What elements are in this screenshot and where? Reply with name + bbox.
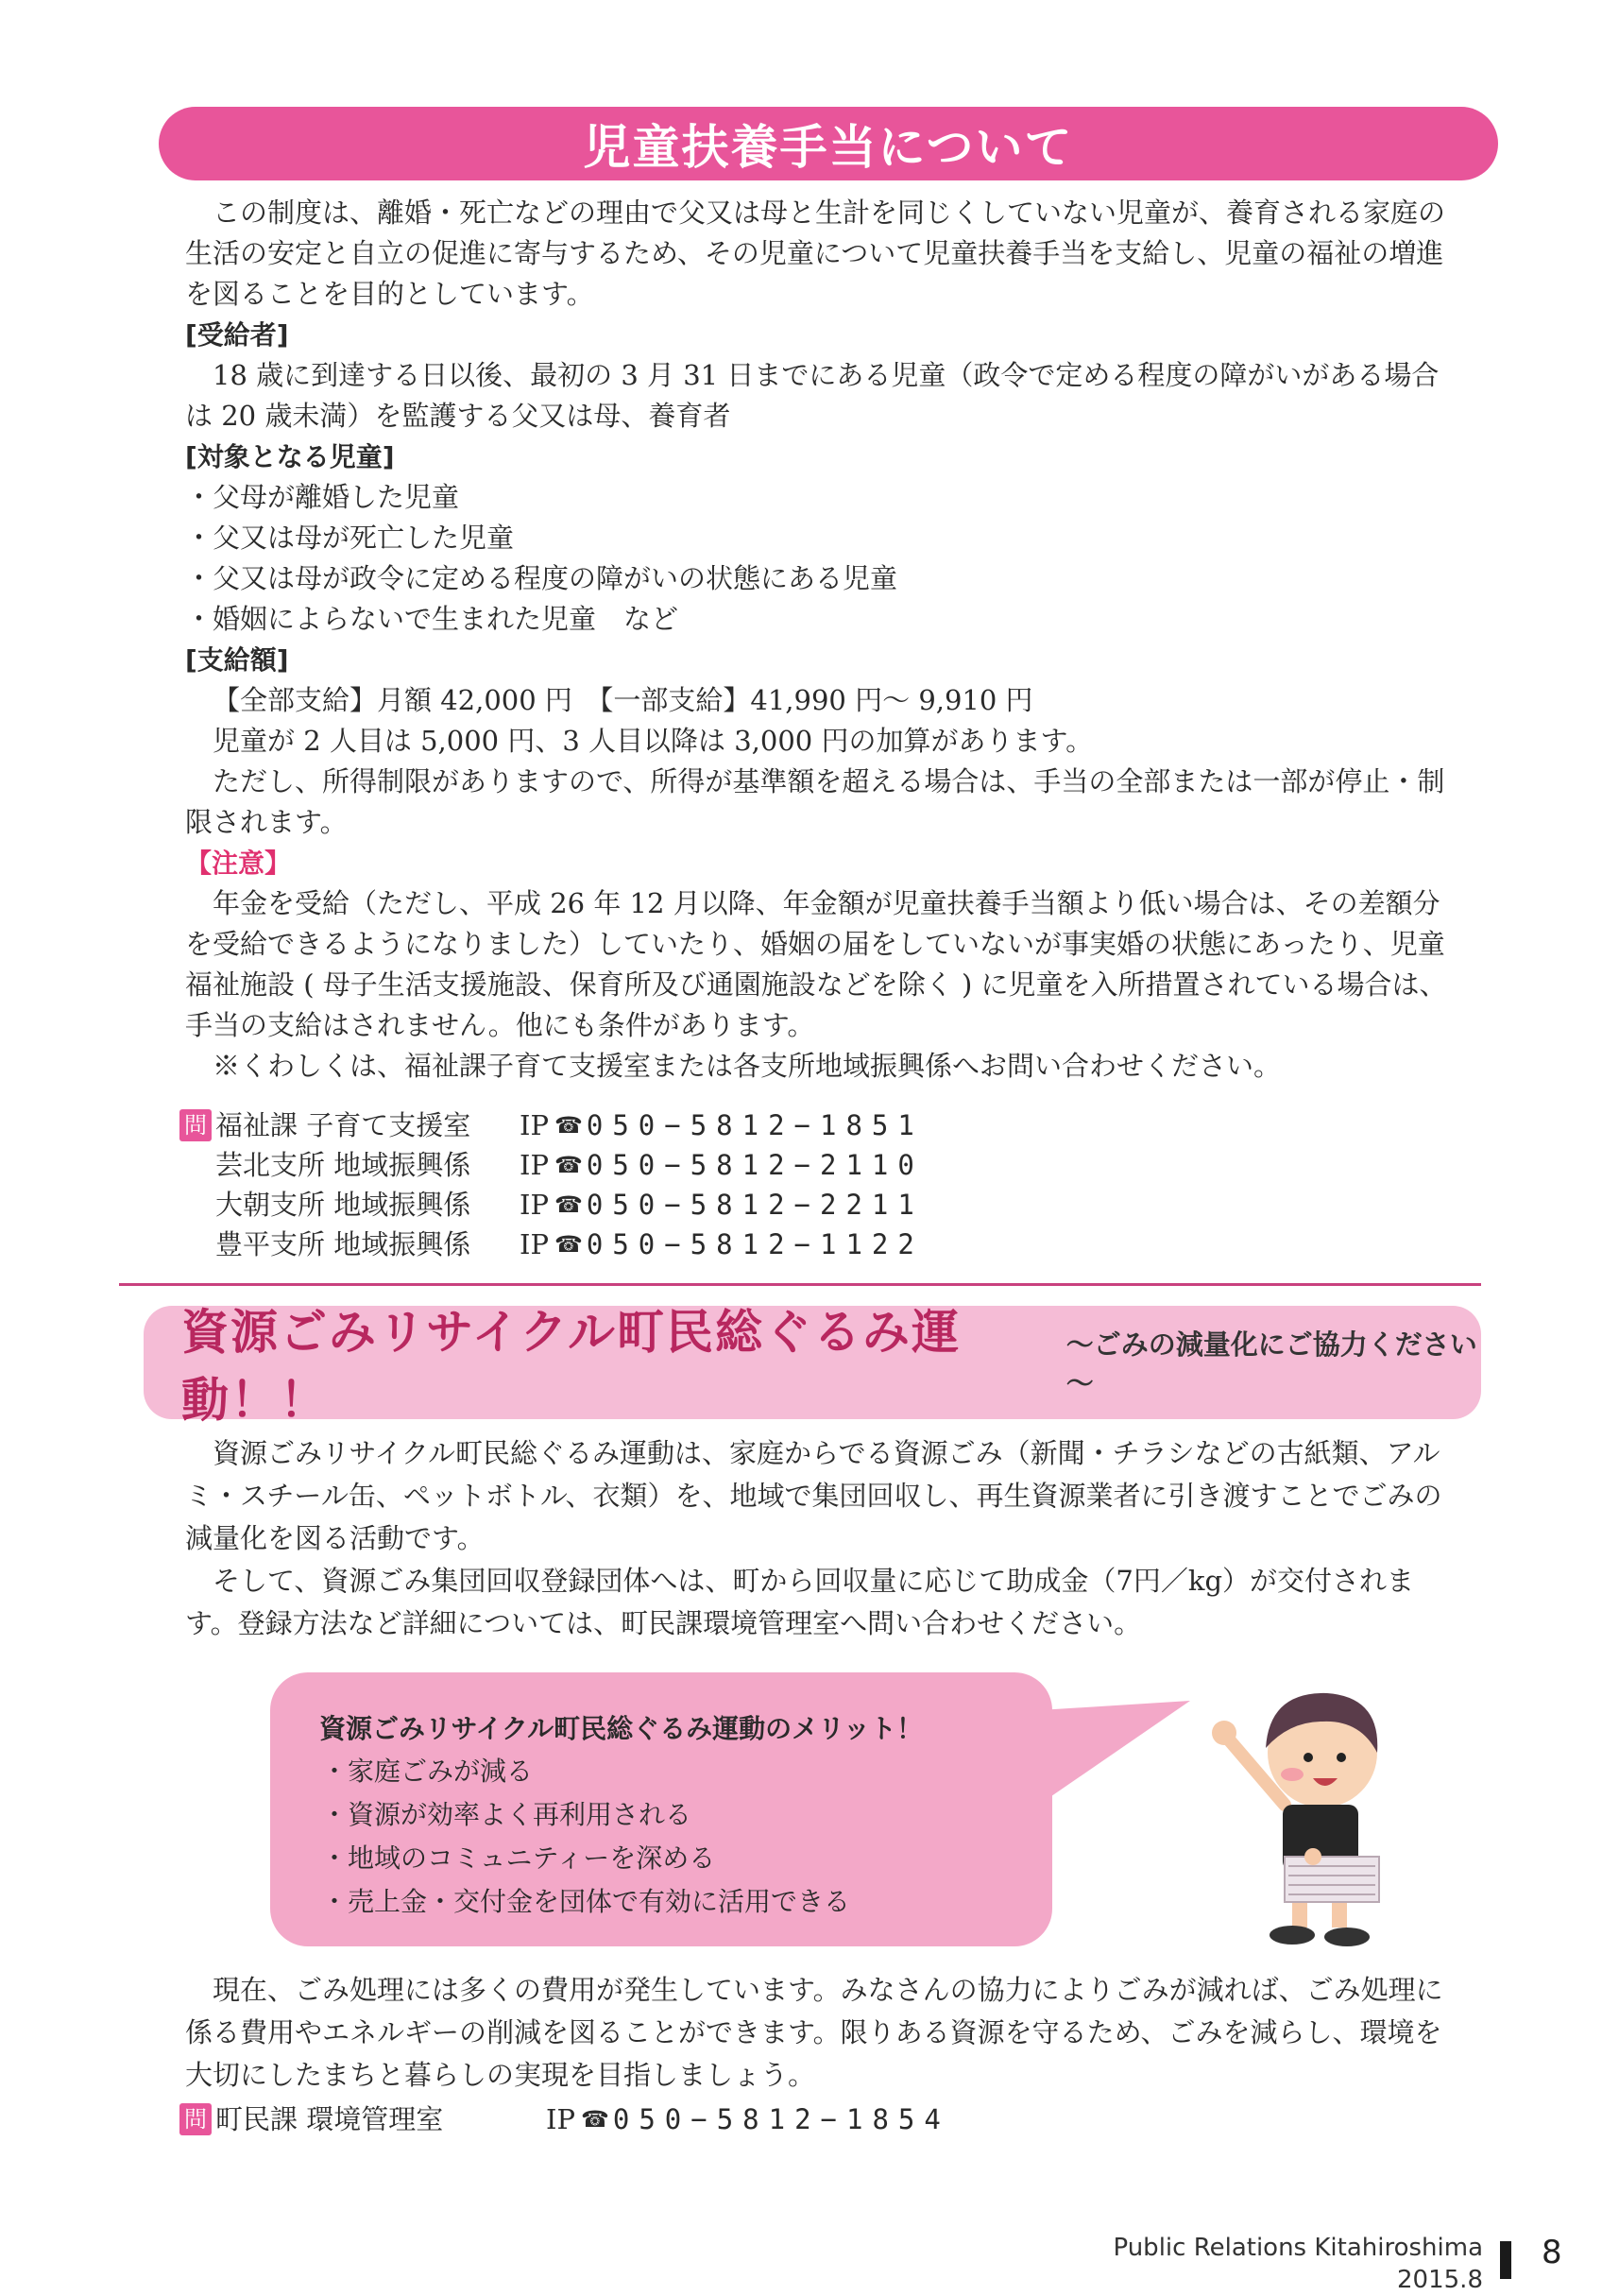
contact-dept: 大朝支所 地域振興係 bbox=[215, 1189, 471, 1221]
inquiry-mark-icon: 問 bbox=[179, 1109, 212, 1141]
target-item: ・父又は母が政令に定める程度の障がいの状態にある児童 bbox=[185, 562, 898, 594]
merit-title: 資源ごみリサイクル町民総ぐるみ運動のメリット！ bbox=[319, 1713, 923, 1744]
ip-label: IP bbox=[520, 1189, 549, 1221]
target-item: ・父又は母が死亡した児童 bbox=[185, 522, 515, 554]
phone-icon: ☎ bbox=[554, 1112, 583, 1139]
contact-row bbox=[179, 1105, 924, 1145]
section2-para3: 現在、ごみ処理には多くの費用が発生しています。みなさんの協力によりごみが減れば、ごみ処理に係る費用やエネルギーの削減を図ることができます。限りある資源を守るため、ごみを減らし、環境を大切にしたまちと暮らしの実現を目指しましょう。 bbox=[185, 1974, 1443, 2091]
section2-closing bbox=[185, 1969, 1458, 2097]
section1-title: 児童扶養手当について bbox=[583, 120, 1074, 175]
contact-row bbox=[179, 1225, 924, 1264]
contact-dept: 芸北支所 地域振興係 bbox=[215, 1149, 471, 1181]
ip-label: IP bbox=[520, 1228, 549, 1260]
ip-label: IP bbox=[520, 1149, 549, 1181]
phone-icon: ☎ bbox=[554, 1152, 583, 1178]
note-text: 年金を受給（ただし、平成 26 年 12 月以降、年金額が児童扶養手当額より低い場合は、その差額分を受給できるようになりました）していたり、婚姻の届をしていないが事実婚の状態にあったり、児童福祉施設 ( 母子生活支援施設、保育所及び通園施設などを除く ) に児童を入所措置されている場合は、手当の支給はされません。他にも条件があります。 bbox=[185, 887, 1447, 1041]
section2-body bbox=[185, 1432, 1458, 1645]
section2-para1: 資源ごみリサイクル町民総ぐるみ運動は、家庭からでる資源ごみ（新聞・チラシなどの古紙類、アルミ・スチール缶、ペットボトル、衣類）を、地域で集団回収し、再生資源業者に引き渡すことでごみの減量化を図る活動です。 bbox=[185, 1437, 1442, 1554]
contact-row bbox=[179, 1145, 924, 1185]
child-carrying-newspapers-illustration bbox=[1171, 1663, 1398, 1956]
publication-name: Public Relations Kitahiroshima bbox=[1113, 2234, 1483, 2262]
merit-item: ・売上金・交付金を団体で有効に活用できる bbox=[321, 1886, 851, 1917]
contact-dept: 福祉課 子育て支援室 bbox=[215, 1109, 471, 1141]
recipient-heading: [受給者] bbox=[185, 319, 289, 351]
amount-heading: [支給額] bbox=[185, 644, 289, 676]
section1-header bbox=[159, 107, 1498, 180]
section2-subtitle: ～ごみの減量化にご協力ください～ bbox=[1065, 1328, 1477, 1399]
contact-number: 050−5812−1122 bbox=[586, 1228, 924, 1260]
section1-intro: この制度は、離婚・死亡などの理由で父又は母と生計を同じくしていない児童が、養育される家庭の生活の安定と自立の促進に寄与するため、その児童について児童扶養手当を支給し、児童の福祉の増進を図ることを目的としています。 bbox=[185, 197, 1446, 310]
inquiry-text: ※くわしくは、福祉課子育て支援室または各支所地域振興係へお問い合わせください。 bbox=[213, 1050, 1282, 1082]
phone-icon: ☎ bbox=[554, 1231, 583, 1258]
merit-item: ・地域のコミュニティーを深める bbox=[321, 1842, 716, 1874]
section2-contact bbox=[179, 2099, 950, 2139]
contact-list bbox=[179, 1105, 924, 1264]
contact-row bbox=[179, 2099, 950, 2139]
ip-label: IP bbox=[546, 2103, 575, 2135]
amount-line: 【全部支給】月額 42,000 円 【一部支給】41,990 円～ 9,910 円 bbox=[213, 684, 1033, 716]
contact-number: 050−5812−1851 bbox=[586, 1109, 924, 1141]
ip-label: IP bbox=[520, 1109, 549, 1141]
contact-dept: 町民課 環境管理室 bbox=[215, 2103, 444, 2135]
contact-number: 050−5812−2211 bbox=[586, 1189, 924, 1221]
footer-bar bbox=[1500, 2241, 1511, 2279]
note-heading: 【注意】 bbox=[185, 848, 292, 879]
contact-number: 050−5812−1854 bbox=[612, 2103, 950, 2135]
merit-item: ・家庭ごみが減る bbox=[321, 1756, 534, 1787]
recipient-text: 18 歳に到達する日以後、最初の 3 月 31 日までにある児童（政令で定める程度の障がいがある場合は 20 歳未満）を監護する父又は母、養育者 bbox=[185, 359, 1440, 432]
amount-line: ただし、所得制限がありますので、所得が基準額を超える場合は、手当の全部または一部が停止・制限されます。 bbox=[185, 765, 1445, 838]
page-number: 8 bbox=[1542, 2234, 1562, 2271]
merit-item: ・資源が効率よく再利用される bbox=[321, 1799, 692, 1830]
phone-icon: ☎ bbox=[580, 2106, 609, 2133]
target-item: ・父母が離婚した児童 bbox=[185, 481, 460, 513]
contact-dept: 豊平支所 地域振興係 bbox=[215, 1228, 471, 1260]
footer-text bbox=[1113, 2232, 1483, 2296]
section2-para2: そして、資源ごみ集団回収登録団体へは、町から回収量に応じて助成金（7円／kg）が交付されます。登録方法など詳細については、町民課環境管理室へ問い合わせください。 bbox=[185, 1565, 1415, 1639]
target-heading: [対象となる児童] bbox=[185, 441, 395, 472]
amount-line: 児童が 2 人目は 5,000 円、3 人目以降は 3,000 円の加算があります。 bbox=[213, 725, 1094, 757]
contact-number: 050−5812−2110 bbox=[586, 1149, 924, 1181]
inquiry-mark-icon: 問 bbox=[179, 2103, 212, 2135]
publication-date: 2015.8 bbox=[1397, 2266, 1483, 2294]
section-divider bbox=[119, 1283, 1481, 1286]
section2-title: 資源ごみリサイクル町民総ぐるみ運動！！ bbox=[181, 1305, 961, 1428]
section1-body bbox=[185, 193, 1458, 1087]
phone-icon: ☎ bbox=[554, 1191, 583, 1218]
section2-header bbox=[144, 1305, 1481, 1428]
target-item: ・婚姻によらないで生まれた児童 など bbox=[185, 603, 679, 635]
contact-row bbox=[179, 1185, 924, 1225]
merit-list bbox=[321, 1750, 850, 1924]
